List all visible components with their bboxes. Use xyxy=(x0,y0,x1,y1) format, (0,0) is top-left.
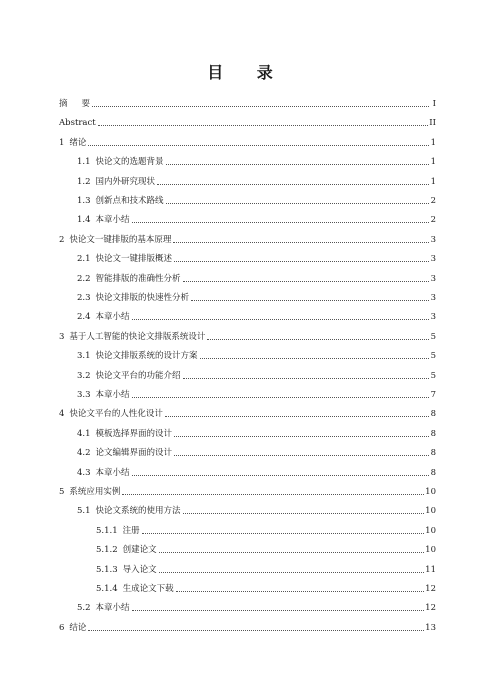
toc-entry[interactable] xyxy=(77,193,436,207)
toc-page-number: 3 xyxy=(430,234,436,245)
toc-leader-dots xyxy=(92,105,429,107)
toc-entry-number: 2.3 xyxy=(77,293,91,303)
toc-entry-text: Abstract xyxy=(59,118,96,129)
toc-entry[interactable] xyxy=(77,271,436,285)
toc-entry-number: 6 xyxy=(59,622,65,633)
toc-page-number: 5 xyxy=(430,331,436,342)
toc-entry[interactable] xyxy=(77,290,436,304)
toc-entry-label xyxy=(59,118,97,129)
toc-leader-dots xyxy=(159,571,425,573)
toc-entry-text: 快论文一键排版的基本原理 xyxy=(69,234,172,245)
toc-page-number: 12 xyxy=(425,603,436,614)
toc-entry-number: 1 xyxy=(59,137,65,148)
toc-entry-number: 4 xyxy=(59,409,65,420)
toc-entry-text: 绪论 xyxy=(69,137,87,148)
toc-entry-number: 摘 xyxy=(59,99,68,109)
toc-leader-dots xyxy=(174,454,429,456)
toc-leader-dots xyxy=(159,551,425,553)
toc-page-number: II xyxy=(429,118,436,129)
toc-entry-text: 本章小结 xyxy=(95,390,130,400)
toc-entry[interactable] xyxy=(96,523,436,537)
toc-leader-dots xyxy=(132,396,429,398)
toc-page-number: 3 xyxy=(430,312,436,323)
toc-entry-number: 1.3 xyxy=(77,196,91,206)
toc-page-number: 12 xyxy=(425,584,436,594)
toc-entry-number: 4.1 xyxy=(77,428,91,439)
toc-page-number: 10 xyxy=(425,506,436,517)
toc-entry[interactable] xyxy=(59,484,436,498)
toc-entry-label xyxy=(77,351,199,362)
toc-entry-number: 3 xyxy=(59,331,65,342)
toc-leader-dots xyxy=(88,629,424,631)
toc-entry-label xyxy=(77,293,190,304)
toc-entry-text: 导入论文 xyxy=(122,564,157,575)
toc-page-number: 11 xyxy=(425,564,436,575)
toc-entry-label xyxy=(77,371,182,382)
toc-page-number: 10 xyxy=(425,525,436,536)
toc-page-number: 3 xyxy=(430,293,436,303)
toc-entry-label xyxy=(77,468,131,479)
toc-entry-label xyxy=(77,429,173,440)
toc-entry-label xyxy=(77,506,182,517)
toc-entry-label xyxy=(77,448,173,459)
toc-entry-label xyxy=(59,99,91,110)
toc-page-number: 5 xyxy=(430,370,436,381)
toc-entry[interactable] xyxy=(77,348,436,362)
toc-leader-dots xyxy=(207,338,429,340)
toc-entry-number: 1.4 xyxy=(77,215,91,226)
toc-entry[interactable] xyxy=(77,600,436,614)
toc-entry-text: 创新点和技术路线 xyxy=(95,196,164,206)
toc-entry[interactable] xyxy=(59,620,436,634)
toc-entry-text: 要 xyxy=(81,99,91,109)
toc-page-number: 2 xyxy=(430,196,436,206)
toc-entry-number: 5.1.2 xyxy=(96,545,118,556)
toc-entry[interactable] xyxy=(59,329,436,343)
toc-entry-number: 1.2 xyxy=(77,176,91,187)
toc-entry[interactable] xyxy=(96,542,436,556)
toc-entry-label xyxy=(59,487,121,498)
toc-page-number: I xyxy=(432,99,436,109)
toc-entry[interactable] xyxy=(77,309,436,323)
toc-entry-text: 论文编辑界面的设计 xyxy=(95,448,173,459)
toc-entry-text: 注册 xyxy=(122,525,140,536)
toc-entry-label xyxy=(59,332,206,343)
toc-leader-dots xyxy=(142,532,425,534)
toc-entry-number: 5.1.3 xyxy=(96,564,118,575)
toc-entry-number: 2.4 xyxy=(77,312,91,323)
toc-entry-number: 1.1 xyxy=(77,157,91,168)
toc-entry-label xyxy=(77,254,173,265)
toc-entry-number: 4.3 xyxy=(77,467,91,478)
toc-entry-label xyxy=(59,235,172,246)
toc-entry[interactable] xyxy=(77,212,436,226)
toc-entry-label xyxy=(96,584,175,595)
toc-entry[interactable] xyxy=(59,406,436,420)
toc-entry-label xyxy=(77,177,156,188)
toc-leader-dots xyxy=(132,474,429,476)
toc-entry-number: 2 xyxy=(59,234,65,245)
toc-leader-dots xyxy=(191,299,429,301)
toc-entry-text: 快论文平台的人性化设计 xyxy=(69,409,163,420)
toc-entry-text: 系统应用实例 xyxy=(69,487,121,497)
toc-page-number: 7 xyxy=(430,390,436,400)
toc-entry[interactable] xyxy=(77,426,436,440)
toc-entry-text: 模板选择界面的设计 xyxy=(95,428,173,439)
toc-leader-dots xyxy=(183,280,429,282)
toc-page-number: 10 xyxy=(425,545,436,556)
toc-page-number: 8 xyxy=(430,467,436,478)
toc-entry-text: 本章小结 xyxy=(95,603,130,614)
toc-entry-number: 5 xyxy=(59,487,65,497)
toc-entry-label xyxy=(77,274,182,285)
toc-entry[interactable] xyxy=(77,251,436,265)
toc-page-number: 1 xyxy=(430,137,436,148)
toc-entry-text: 快论文系统的使用方法 xyxy=(95,506,181,517)
toc-leader-dots xyxy=(183,512,425,514)
toc-page-number: 5 xyxy=(430,351,436,362)
toc-page-number: 3 xyxy=(430,254,436,265)
toc-page-number: 3 xyxy=(430,273,436,284)
toc-entry[interactable] xyxy=(77,465,436,479)
toc-leader-dots xyxy=(88,144,429,146)
toc-entry-text: 本章小结 xyxy=(95,215,130,226)
toc-leader-dots xyxy=(157,183,429,185)
toc-entry-text: 快论文的选题背景 xyxy=(95,157,164,168)
toc-entry-number: 4.2 xyxy=(77,448,91,459)
toc-entry-text: 快论文平台的功能介绍 xyxy=(95,370,181,381)
toc-entry-number: 3.1 xyxy=(77,351,91,362)
toc-leader-dots xyxy=(183,377,429,379)
toc-entry-text: 本章小结 xyxy=(95,312,130,323)
toc-entry-number: 5.1.1 xyxy=(96,525,118,536)
toc-entry-number: 5.2 xyxy=(77,603,91,614)
toc-page-number: 13 xyxy=(425,622,436,633)
toc-entry-text: 智能排版的准确性分析 xyxy=(95,273,181,284)
toc-entry[interactable] xyxy=(59,232,436,246)
toc-title: 目 录 xyxy=(207,63,287,82)
toc-entry-label xyxy=(96,526,141,537)
toc-entry[interactable] xyxy=(77,174,436,188)
toc-entry-label xyxy=(77,215,131,226)
toc-entry[interactable] xyxy=(77,154,436,168)
toc-entry-text: 生成论文下载 xyxy=(122,584,174,594)
toc-entry[interactable] xyxy=(77,503,436,517)
toc-leader-dots xyxy=(176,590,425,592)
toc-entry-number: 5.1 xyxy=(77,506,91,517)
toc-entry-text: 本章小结 xyxy=(95,467,130,478)
toc-entry-label xyxy=(96,565,158,576)
toc-entry-number: 2.2 xyxy=(77,273,91,284)
toc-page-number: 8 xyxy=(430,448,436,459)
toc-entry-text: 快论文一键排版概述 xyxy=(95,254,173,265)
toc-entry[interactable] xyxy=(77,387,436,401)
toc-entry[interactable] xyxy=(96,581,436,595)
toc-leader-dots xyxy=(132,609,425,611)
toc-page-number: 10 xyxy=(425,487,436,497)
toc-entry-label xyxy=(77,157,165,168)
toc-entry-label xyxy=(77,390,131,401)
toc-entry-text: 结论 xyxy=(69,622,87,633)
toc-page-number: 2 xyxy=(430,215,436,226)
toc-leader-dots xyxy=(166,163,429,165)
toc-entry-label xyxy=(59,623,87,634)
toc-page-number: 1 xyxy=(430,176,436,187)
toc-entry-number: 5.1.4 xyxy=(96,584,118,594)
toc-leader-dots xyxy=(132,318,429,320)
toc-entry[interactable] xyxy=(77,368,436,382)
toc-page-number: 8 xyxy=(430,428,436,439)
toc-leader-dots xyxy=(200,357,429,359)
toc-entry-number: 3.2 xyxy=(77,370,91,381)
toc-leader-dots xyxy=(165,415,429,417)
toc-entry-text: 创建论文 xyxy=(122,545,157,556)
toc-entry-text: 快论文排版的快速性分析 xyxy=(95,293,190,303)
toc-entry[interactable] xyxy=(96,562,436,576)
toc-entry-label xyxy=(77,312,131,323)
toc-leader-dots xyxy=(98,124,429,126)
toc-entry[interactable] xyxy=(77,445,436,459)
toc-entry-text: 快论文排版系统的设计方案 xyxy=(95,351,198,362)
toc-entry[interactable] xyxy=(59,96,436,110)
toc-entry-label xyxy=(77,603,131,614)
toc-leader-dots xyxy=(166,202,429,204)
toc-page-number: 1 xyxy=(430,157,436,168)
toc-entry-label xyxy=(59,138,87,149)
toc-entry-text: 基于人工智能的快论文排版系统设计 xyxy=(69,331,206,342)
toc-entry-number: 2.1 xyxy=(77,254,91,265)
toc-entry-label xyxy=(96,545,158,556)
toc-page-number: 8 xyxy=(430,409,436,420)
toc-leader-dots xyxy=(173,241,429,243)
toc-leader-dots xyxy=(122,493,424,495)
toc-entry[interactable] xyxy=(59,115,436,129)
toc-entry-text: 国内外研究现状 xyxy=(95,176,156,187)
toc-leader-dots xyxy=(174,435,429,437)
toc-entry-label xyxy=(77,196,165,207)
toc-entry-number: 3.3 xyxy=(77,390,91,400)
toc-leader-dots xyxy=(174,260,429,262)
toc-leader-dots xyxy=(132,221,429,223)
toc-entry-label xyxy=(59,409,164,420)
toc-entry[interactable] xyxy=(59,135,436,149)
